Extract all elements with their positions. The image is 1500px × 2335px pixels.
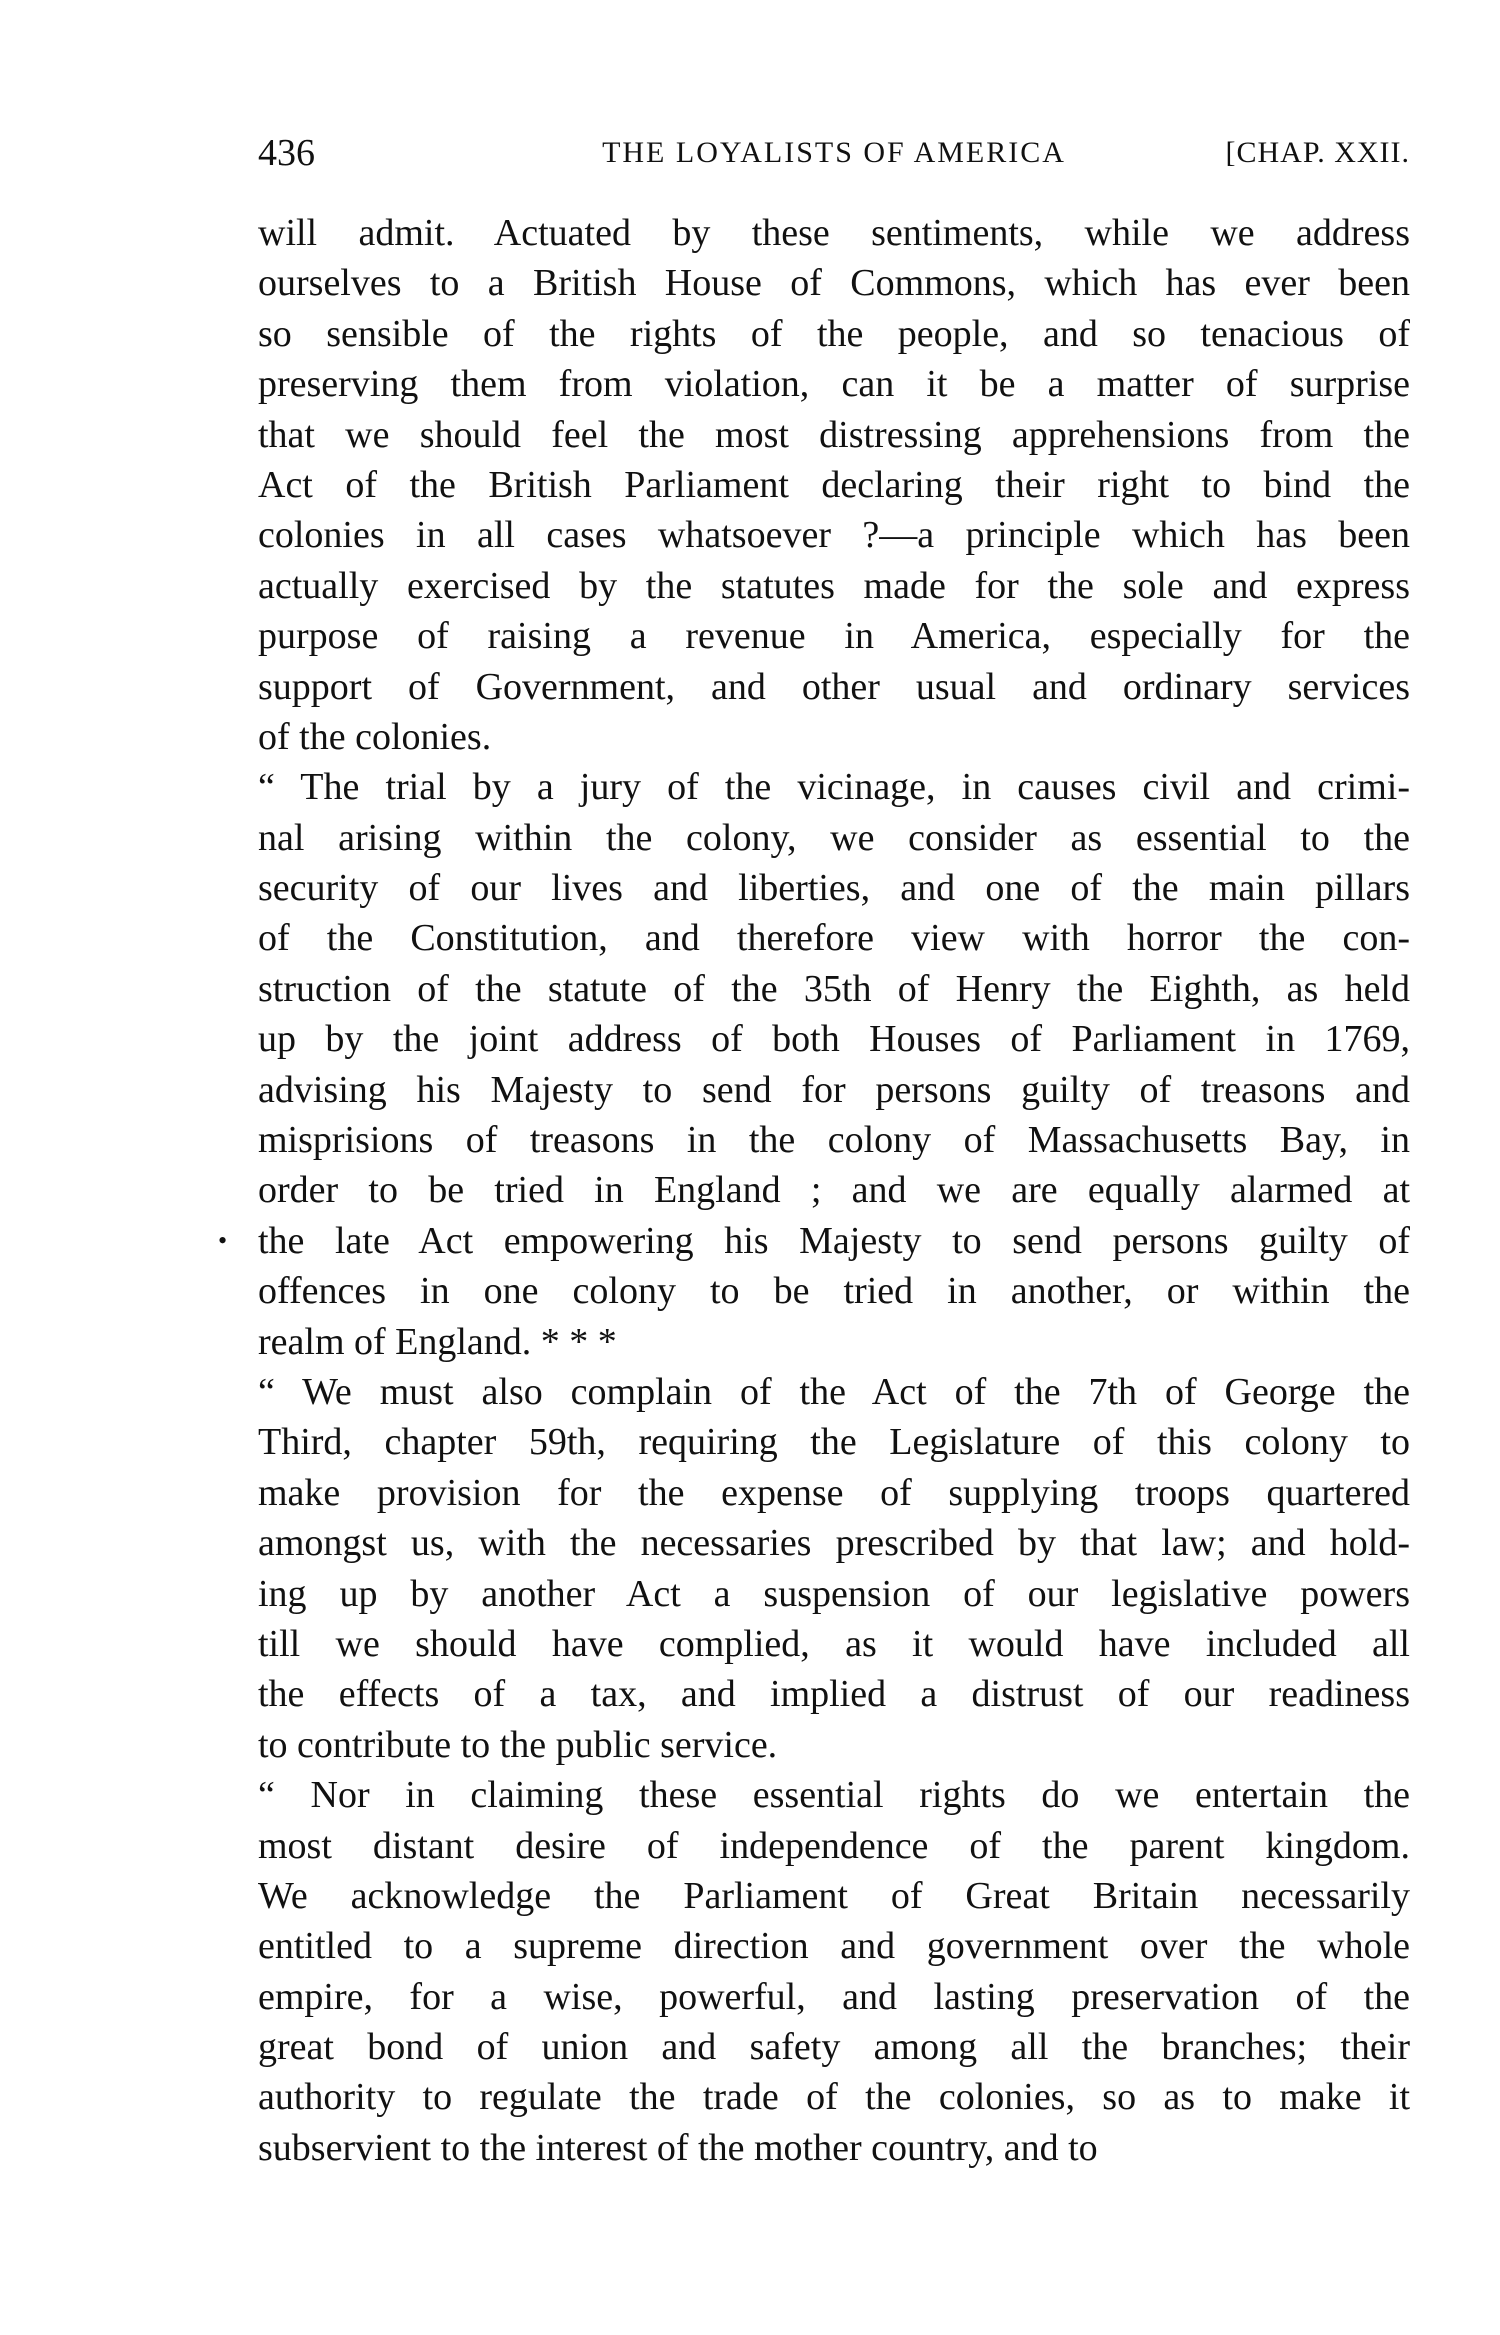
text-line: will admit. Actuated by these sentiments, while we address: [258, 212, 1410, 254]
text-line: misprisions of treasons in the colony of Massachusetts Bay, in: [258, 1119, 1410, 1162]
text-line: “ The trial by a jury of the vicinage, in causes civil and crimi-: [258, 766, 1410, 809]
text-line: colonies in all cases whatsoever ?—a principle which has been: [258, 514, 1410, 557]
text-line: of the colonies.: [258, 715, 492, 758]
text-line: amongst us, with the necessaries prescribed by that law; and hold-: [258, 1522, 1410, 1565]
text-line: so sensible of the rights of the people, and so tenacious of: [258, 312, 1410, 355]
text-line: struction of the statute of the 35th of Henry the Eighth, as held: [258, 967, 1410, 1010]
text-line: order to be tried in England ; and we are equally alarmed at: [258, 1169, 1410, 1212]
text-line: advising his Majesty to send for persons guilty of treasons and: [258, 1068, 1410, 1111]
text-line: nal arising within the colony, we consider as essential to the: [258, 816, 1410, 859]
margin-mark: •: [218, 1226, 228, 1255]
text-line: purpose of raising a revenue in America, especially for the: [258, 615, 1410, 658]
text-line: entitled to a supreme direction and government over the whole: [258, 1925, 1410, 1968]
text-line: Third, chapter 59th, requiring the Legislature of this colony to: [258, 1421, 1410, 1464]
text-line: of the Constitution, and therefore view with horror the con-: [258, 917, 1410, 960]
text-line: actually exercised by the statutes made for the sole and express: [258, 564, 1410, 607]
text-line: security of our lives and liberties, and one of the main pillars: [258, 867, 1410, 910]
text-line: We acknowledge the Parliament of Great Britain necessarily: [258, 1874, 1410, 1917]
text-line: the late Act empowering his Majesty to send persons guilty of: [258, 1219, 1410, 1262]
text-line: Act of the British Parliament declaring their right to bind the: [258, 463, 1410, 506]
text-line: that we should feel the most distressing apprehensions from the: [258, 413, 1410, 456]
text-line: “ Nor in claiming these essential rights do we entertain the: [258, 1774, 1410, 1817]
text-line: empire, for a wise, powerful, and lasting preservation of the: [258, 1975, 1410, 2018]
text-line: till we should have complied, as it would have included all: [258, 1622, 1410, 1665]
text-line: authority to regulate the trade of the colonies, so as to make it: [258, 2076, 1410, 2119]
body-text: [258, 208, 1410, 2173]
chapter-label: [CHAP. XXII.: [1225, 136, 1410, 169]
text-line: make provision for the expense of supplying troops quartered: [258, 1471, 1410, 1514]
text-line: the effects of a tax, and implied a distrust of our readiness: [258, 1673, 1410, 1716]
text-line: preserving them from violation, can it be a matter of surprise: [258, 363, 1410, 406]
running-title: THE LOYALISTS OF AMERICA: [602, 136, 1066, 169]
text-line: offences in one colony to be tried in another, or within the: [258, 1270, 1410, 1313]
text-line: subservient to the interest of the mother country, and to: [258, 2126, 1098, 2169]
text-line: most distant desire of independence of the parent kingdom.: [258, 1824, 1410, 1867]
text-line: support of Government, and other usual and ordinary services: [258, 665, 1410, 708]
text-line: up by the joint address of both Houses of Parliament in 1769,: [258, 1018, 1410, 1061]
text-line: great bond of union and safety among all the branches; their: [258, 2026, 1410, 2069]
page-number: 436: [258, 132, 315, 174]
text-line: to contribute to the public service.: [258, 1723, 778, 1766]
running-head: [258, 128, 1410, 178]
text-line: “ We must also complain of the Act of the 7th of George the: [258, 1370, 1410, 1413]
text-line: realm of England. * * *: [258, 1320, 617, 1363]
text-line: ing up by another Act a suspension of our legislative powers: [258, 1572, 1410, 1615]
text-line: ourselves to a British House of Commons, which has ever been: [258, 262, 1410, 305]
